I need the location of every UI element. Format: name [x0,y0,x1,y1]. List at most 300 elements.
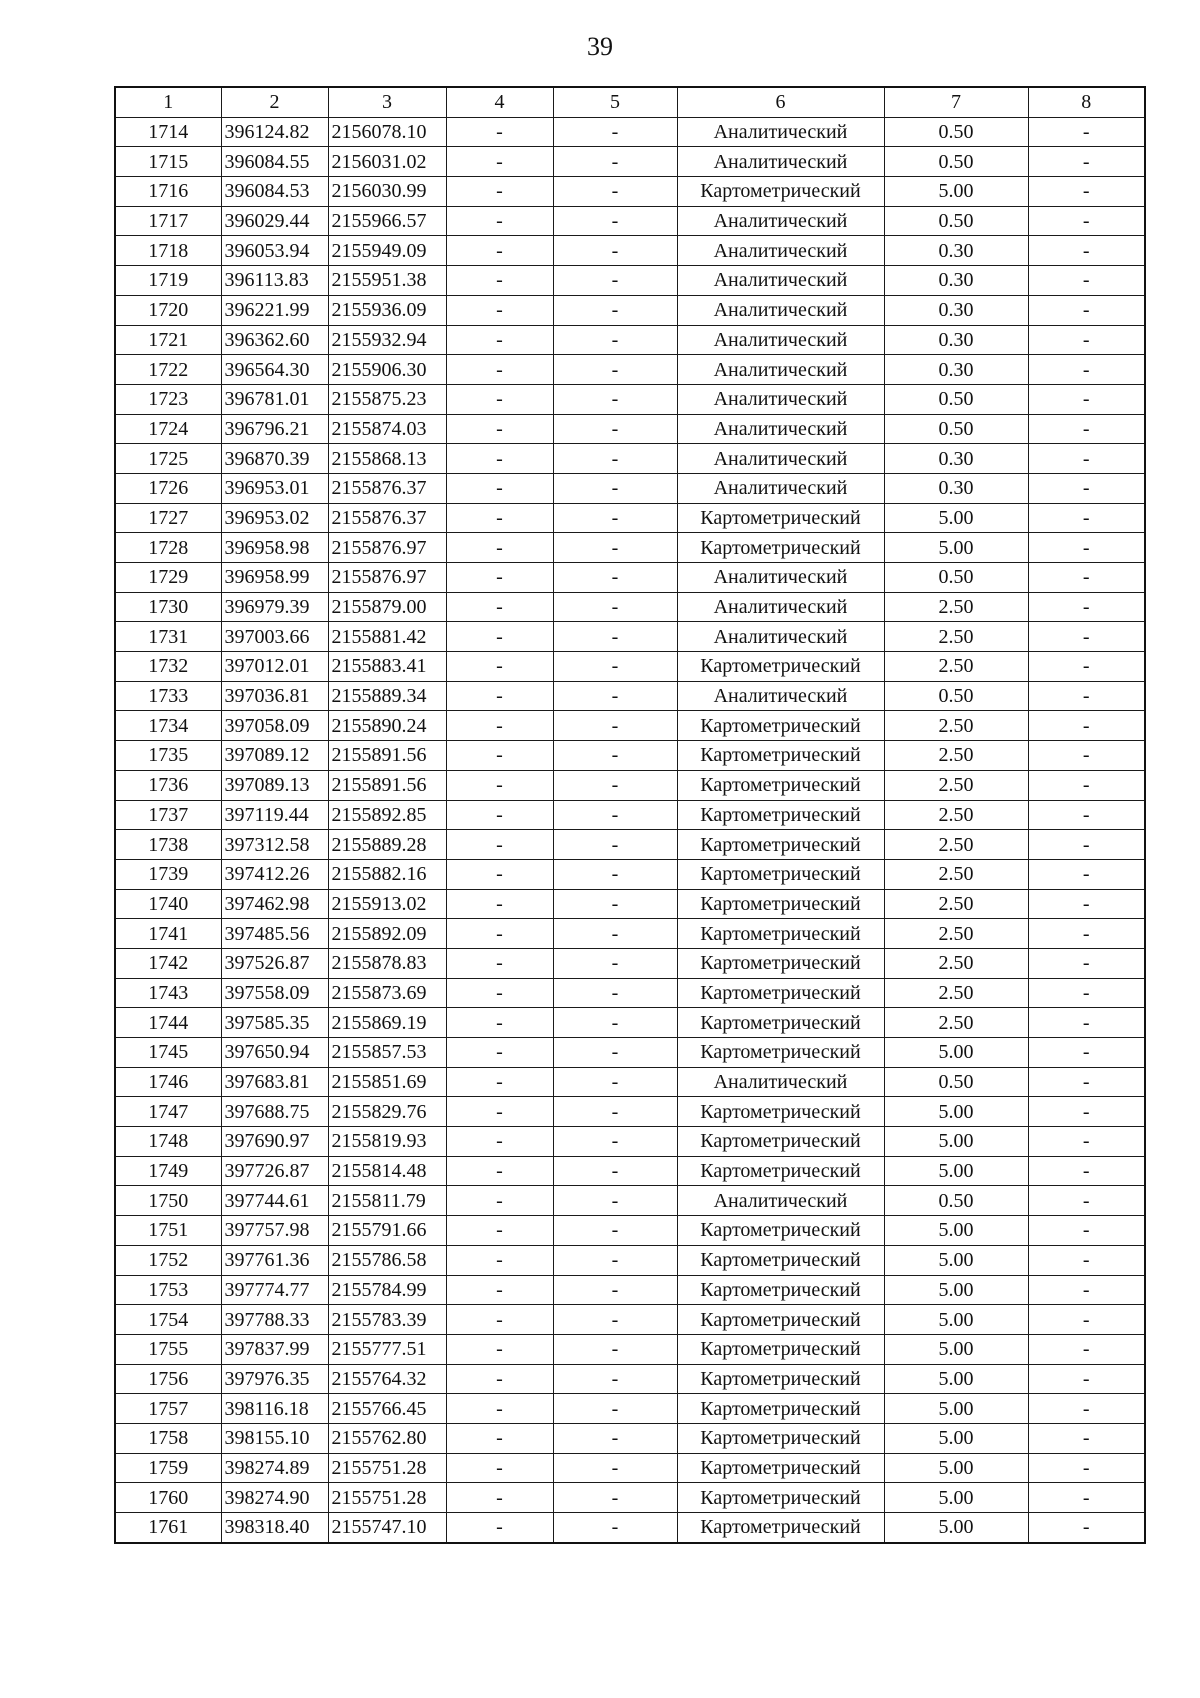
accuracy-cell: 2.50 [884,770,1028,800]
accuracy-cell: 0.50 [884,1186,1028,1216]
column-header: 2 [221,87,328,117]
y-coordinate-cell: 2155784.99 [328,1275,446,1305]
method-cell: Картометрический [677,1423,884,1453]
method-cell: Аналитический [677,355,884,385]
accuracy-cell: 0.30 [884,266,1028,296]
method-cell: Картометрический [677,1334,884,1364]
point-number-cell: 1723 [115,384,221,414]
col4-cell: - [446,563,553,593]
y-coordinate-cell: 2155751.28 [328,1453,446,1483]
x-coordinate-cell: 396029.44 [221,206,328,236]
accuracy-cell: 5.00 [884,1156,1028,1186]
method-cell: Аналитический [677,563,884,593]
accuracy-cell: 2.50 [884,948,1028,978]
accuracy-cell: 5.00 [884,1513,1028,1543]
method-cell: Картометрический [677,1513,884,1543]
accuracy-cell: 5.00 [884,1275,1028,1305]
y-coordinate-cell: 2155783.39 [328,1305,446,1335]
y-coordinate-cell: 2155874.03 [328,414,446,444]
point-number-cell: 1742 [115,948,221,978]
x-coordinate-cell: 396796.21 [221,414,328,444]
col4-cell: - [446,1483,553,1513]
col5-cell: - [553,592,677,622]
method-cell: Картометрический [677,741,884,771]
col4-cell: - [446,355,553,385]
col5-cell: - [553,236,677,266]
accuracy-cell: 2.50 [884,652,1028,682]
y-coordinate-cell: 2155747.10 [328,1513,446,1543]
col8-cell: - [1028,1275,1145,1305]
col5-cell: - [553,1156,677,1186]
col5-cell: - [553,206,677,236]
method-cell: Аналитический [677,592,884,622]
col8-cell: - [1028,1453,1145,1483]
col8-cell: - [1028,414,1145,444]
col5-cell: - [553,1038,677,1068]
accuracy-cell: 0.50 [884,147,1028,177]
col4-cell: - [446,1305,553,1335]
col8-cell: - [1028,444,1145,474]
col8-cell: - [1028,889,1145,919]
col4-cell: - [446,800,553,830]
accuracy-cell: 5.00 [884,1038,1028,1068]
col4-cell: - [446,236,553,266]
point-number-cell: 1717 [115,206,221,236]
col8-cell: - [1028,1008,1145,1038]
col5-cell: - [553,1245,677,1275]
x-coordinate-cell: 396958.99 [221,563,328,593]
x-coordinate-cell: 397761.36 [221,1245,328,1275]
x-coordinate-cell: 397089.12 [221,741,328,771]
x-coordinate-cell: 397683.81 [221,1067,328,1097]
col8-cell: - [1028,1038,1145,1068]
col8-cell: - [1028,1216,1145,1246]
accuracy-cell: 0.30 [884,355,1028,385]
y-coordinate-cell: 2155876.97 [328,533,446,563]
col5-cell: - [553,1008,677,1038]
col5-cell: - [553,1216,677,1246]
method-cell: Картометрический [677,919,884,949]
y-coordinate-cell: 2155949.09 [328,236,446,266]
col4-cell: - [446,1364,553,1394]
y-coordinate-cell: 2155851.69 [328,1067,446,1097]
table-row [115,1097,1145,1127]
point-number-cell: 1760 [115,1483,221,1513]
point-number-cell: 1729 [115,563,221,593]
method-cell: Картометрический [677,711,884,741]
y-coordinate-cell: 2155791.66 [328,1216,446,1246]
y-coordinate-cell: 2155881.42 [328,622,446,652]
table-row [115,800,1145,830]
col8-cell: - [1028,859,1145,889]
col5-cell: - [553,503,677,533]
point-number-cell: 1714 [115,117,221,147]
method-cell: Аналитический [677,414,884,444]
method-cell: Аналитический [677,622,884,652]
x-coordinate-cell: 396084.53 [221,177,328,207]
col4-cell: - [446,1334,553,1364]
accuracy-cell: 0.30 [884,295,1028,325]
x-coordinate-cell: 397089.13 [221,770,328,800]
col4-cell: - [446,266,553,296]
method-cell: Картометрический [677,948,884,978]
col8-cell: - [1028,1334,1145,1364]
point-number-cell: 1740 [115,889,221,919]
col4-cell: - [446,177,553,207]
x-coordinate-cell: 397774.77 [221,1275,328,1305]
col4-cell: - [446,652,553,682]
col8-cell: - [1028,1394,1145,1424]
col8-cell: - [1028,503,1145,533]
accuracy-cell: 5.00 [884,1423,1028,1453]
x-coordinate-cell: 397462.98 [221,889,328,919]
table-row [115,681,1145,711]
method-cell: Картометрический [677,1008,884,1038]
table-row [115,1067,1145,1097]
point-number-cell: 1736 [115,770,221,800]
y-coordinate-cell: 2155751.28 [328,1483,446,1513]
col8-cell: - [1028,770,1145,800]
col8-cell: - [1028,1305,1145,1335]
point-number-cell: 1733 [115,681,221,711]
x-coordinate-cell: 396870.39 [221,444,328,474]
method-cell: Аналитический [677,681,884,711]
y-coordinate-cell: 2155882.16 [328,859,446,889]
y-coordinate-cell: 2155868.13 [328,444,446,474]
x-coordinate-cell: 397837.99 [221,1334,328,1364]
col8-cell: - [1028,652,1145,682]
y-coordinate-cell: 2155906.30 [328,355,446,385]
col5-cell: - [553,295,677,325]
table-row [115,1216,1145,1246]
accuracy-cell: 5.00 [884,1483,1028,1513]
y-coordinate-cell: 2155889.34 [328,681,446,711]
col8-cell: - [1028,1364,1145,1394]
col8-cell: - [1028,919,1145,949]
table-row [115,652,1145,682]
method-cell: Картометрический [677,859,884,889]
col4-cell: - [446,1186,553,1216]
table-row [115,444,1145,474]
x-coordinate-cell: 396953.01 [221,473,328,503]
col5-cell: - [553,147,677,177]
method-cell: Картометрический [677,1038,884,1068]
table-row [115,236,1145,266]
col5-cell: - [553,859,677,889]
y-coordinate-cell: 2155764.32 [328,1364,446,1394]
method-cell: Картометрический [677,800,884,830]
col8-cell: - [1028,978,1145,1008]
col8-cell: - [1028,1483,1145,1513]
table-row [115,770,1145,800]
y-coordinate-cell: 2155932.94 [328,325,446,355]
col4-cell: - [446,1038,553,1068]
col5-cell: - [553,1127,677,1157]
y-coordinate-cell: 2155889.28 [328,830,446,860]
point-number-cell: 1718 [115,236,221,266]
point-number-cell: 1753 [115,1275,221,1305]
col8-cell: - [1028,1245,1145,1275]
point-number-cell: 1731 [115,622,221,652]
x-coordinate-cell: 396221.99 [221,295,328,325]
x-coordinate-cell: 397012.01 [221,652,328,682]
table-row [115,919,1145,949]
col5-cell: - [553,741,677,771]
point-number-cell: 1725 [115,444,221,474]
point-number-cell: 1738 [115,830,221,860]
x-coordinate-cell: 397585.35 [221,1008,328,1038]
col5-cell: - [553,325,677,355]
point-number-cell: 1754 [115,1305,221,1335]
col8-cell: - [1028,533,1145,563]
y-coordinate-cell: 2155873.69 [328,978,446,1008]
x-coordinate-cell: 396113.83 [221,266,328,296]
accuracy-cell: 5.00 [884,1216,1028,1246]
col8-cell: - [1028,177,1145,207]
x-coordinate-cell: 396564.30 [221,355,328,385]
col5-cell: - [553,563,677,593]
table-row [115,1483,1145,1513]
method-cell: Картометрический [677,1305,884,1335]
table-row [115,1245,1145,1275]
table-row [115,1513,1145,1543]
col5-cell: - [553,1275,677,1305]
table-row [115,1423,1145,1453]
col5-cell: - [553,1513,677,1543]
point-number-cell: 1720 [115,295,221,325]
col4-cell: - [446,206,553,236]
accuracy-cell: 5.00 [884,533,1028,563]
table-row [115,1364,1145,1394]
method-cell: Картометрический [677,889,884,919]
col4-cell: - [446,889,553,919]
col4-cell: - [446,859,553,889]
table-row [115,889,1145,919]
col8-cell: - [1028,741,1145,771]
point-number-cell: 1732 [115,652,221,682]
col5-cell: - [553,770,677,800]
col4-cell: - [446,444,553,474]
col4-cell: - [446,1097,553,1127]
x-coordinate-cell: 397688.75 [221,1097,328,1127]
col5-cell: - [553,1097,677,1127]
y-coordinate-cell: 2155876.37 [328,473,446,503]
col4-cell: - [446,1453,553,1483]
col4-cell: - [446,384,553,414]
method-cell: Аналитический [677,444,884,474]
table-row [115,177,1145,207]
accuracy-cell: 2.50 [884,830,1028,860]
method-cell: Картометрический [677,1245,884,1275]
col5-cell: - [553,652,677,682]
table-row [115,859,1145,889]
x-coordinate-cell: 397036.81 [221,681,328,711]
point-number-cell: 1722 [115,355,221,385]
table-row [115,711,1145,741]
y-coordinate-cell: 2155879.00 [328,592,446,622]
col5-cell: - [553,266,677,296]
col5-cell: - [553,948,677,978]
page-number: 39 [587,32,613,61]
method-cell: Картометрический [677,1453,884,1483]
point-number-cell: 1748 [115,1127,221,1157]
col4-cell: - [446,533,553,563]
method-cell: Аналитический [677,325,884,355]
col4-cell: - [446,1216,553,1246]
x-coordinate-cell: 396979.39 [221,592,328,622]
accuracy-cell: 2.50 [884,978,1028,1008]
col8-cell: - [1028,800,1145,830]
table-row [115,533,1145,563]
method-cell: Картометрический [677,1394,884,1424]
col5-cell: - [553,830,677,860]
col4-cell: - [446,1245,553,1275]
table-row [115,1186,1145,1216]
y-coordinate-cell: 2156030.99 [328,177,446,207]
col4-cell: - [446,1513,553,1543]
table-row [115,266,1145,296]
column-header: 1 [115,87,221,117]
col4-cell: - [446,1067,553,1097]
col4-cell: - [446,147,553,177]
y-coordinate-cell: 2155786.58 [328,1245,446,1275]
accuracy-cell: 5.00 [884,1453,1028,1483]
x-coordinate-cell: 398274.89 [221,1453,328,1483]
point-number-cell: 1719 [115,266,221,296]
y-coordinate-cell: 2155936.09 [328,295,446,325]
accuracy-cell: 0.30 [884,236,1028,266]
col5-cell: - [553,384,677,414]
table-row [115,592,1145,622]
method-cell: Картометрический [677,830,884,860]
x-coordinate-cell: 396953.02 [221,503,328,533]
col5-cell: - [553,1067,677,1097]
point-number-cell: 1739 [115,859,221,889]
col8-cell: - [1028,147,1145,177]
y-coordinate-cell: 2155876.97 [328,563,446,593]
point-number-cell: 1745 [115,1038,221,1068]
y-coordinate-cell: 2155811.79 [328,1186,446,1216]
column-header: 7 [884,87,1028,117]
point-number-cell: 1737 [115,800,221,830]
y-coordinate-cell: 2155829.76 [328,1097,446,1127]
col4-cell: - [446,1394,553,1424]
method-cell: Картометрический [677,1216,884,1246]
col8-cell: - [1028,1067,1145,1097]
table-row [115,206,1145,236]
point-number-cell: 1758 [115,1423,221,1453]
col5-cell: - [553,1186,677,1216]
accuracy-cell: 2.50 [884,889,1028,919]
y-coordinate-cell: 2155883.41 [328,652,446,682]
col4-cell: - [446,711,553,741]
point-number-cell: 1744 [115,1008,221,1038]
point-number-cell: 1757 [115,1394,221,1424]
table-row [115,1334,1145,1364]
table-row [115,473,1145,503]
col5-cell: - [553,1483,677,1513]
point-number-cell: 1734 [115,711,221,741]
accuracy-cell: 2.50 [884,919,1028,949]
method-cell: Картометрический [677,533,884,563]
point-number-cell: 1749 [115,1156,221,1186]
x-coordinate-cell: 398318.40 [221,1513,328,1543]
x-coordinate-cell: 397526.87 [221,948,328,978]
table-row [115,1008,1145,1038]
col5-cell: - [553,1364,677,1394]
col4-cell: - [446,830,553,860]
y-coordinate-cell: 2155891.56 [328,741,446,771]
table-row [115,1394,1145,1424]
table-row [115,948,1145,978]
x-coordinate-cell: 397003.66 [221,622,328,652]
col8-cell: - [1028,1513,1145,1543]
table-row [115,741,1145,771]
col4-cell: - [446,1156,553,1186]
col4-cell: - [446,1127,553,1157]
col5-cell: - [553,978,677,1008]
y-coordinate-cell: 2155819.93 [328,1127,446,1157]
method-cell: Аналитический [677,117,884,147]
col8-cell: - [1028,830,1145,860]
x-coordinate-cell: 397788.33 [221,1305,328,1335]
col4-cell: - [446,681,553,711]
col8-cell: - [1028,206,1145,236]
accuracy-cell: 0.50 [884,1067,1028,1097]
accuracy-cell: 5.00 [884,1394,1028,1424]
table-row [115,503,1145,533]
accuracy-cell: 5.00 [884,503,1028,533]
accuracy-cell: 5.00 [884,1305,1028,1335]
point-number-cell: 1726 [115,473,221,503]
y-coordinate-cell: 2155777.51 [328,1334,446,1364]
col8-cell: - [1028,266,1145,296]
y-coordinate-cell: 2155890.24 [328,711,446,741]
y-coordinate-cell: 2155766.45 [328,1394,446,1424]
col5-cell: - [553,117,677,147]
col4-cell: - [446,503,553,533]
col4-cell: - [446,1008,553,1038]
y-coordinate-cell: 2155892.09 [328,919,446,949]
table-row [115,622,1145,652]
accuracy-cell: 0.30 [884,325,1028,355]
col5-cell: - [553,919,677,949]
x-coordinate-cell: 398155.10 [221,1423,328,1453]
point-number-cell: 1759 [115,1453,221,1483]
accuracy-cell: 5.00 [884,1127,1028,1157]
accuracy-cell: 2.50 [884,592,1028,622]
table-row [115,978,1145,1008]
col4-cell: - [446,622,553,652]
method-cell: Аналитический [677,1186,884,1216]
point-number-cell: 1721 [115,325,221,355]
col5-cell: - [553,681,677,711]
method-cell: Картометрический [677,1156,884,1186]
point-number-cell: 1750 [115,1186,221,1216]
table-row [115,355,1145,385]
y-coordinate-cell: 2155966.57 [328,206,446,236]
y-coordinate-cell: 2155875.23 [328,384,446,414]
x-coordinate-cell: 397690.97 [221,1127,328,1157]
col5-cell: - [553,1305,677,1335]
accuracy-cell: 5.00 [884,177,1028,207]
table-header-row [115,87,1145,117]
method-cell: Аналитический [677,206,884,236]
x-coordinate-cell: 398116.18 [221,1394,328,1424]
accuracy-cell: 2.50 [884,622,1028,652]
table-body [115,117,1145,1543]
method-cell: Аналитический [677,236,884,266]
